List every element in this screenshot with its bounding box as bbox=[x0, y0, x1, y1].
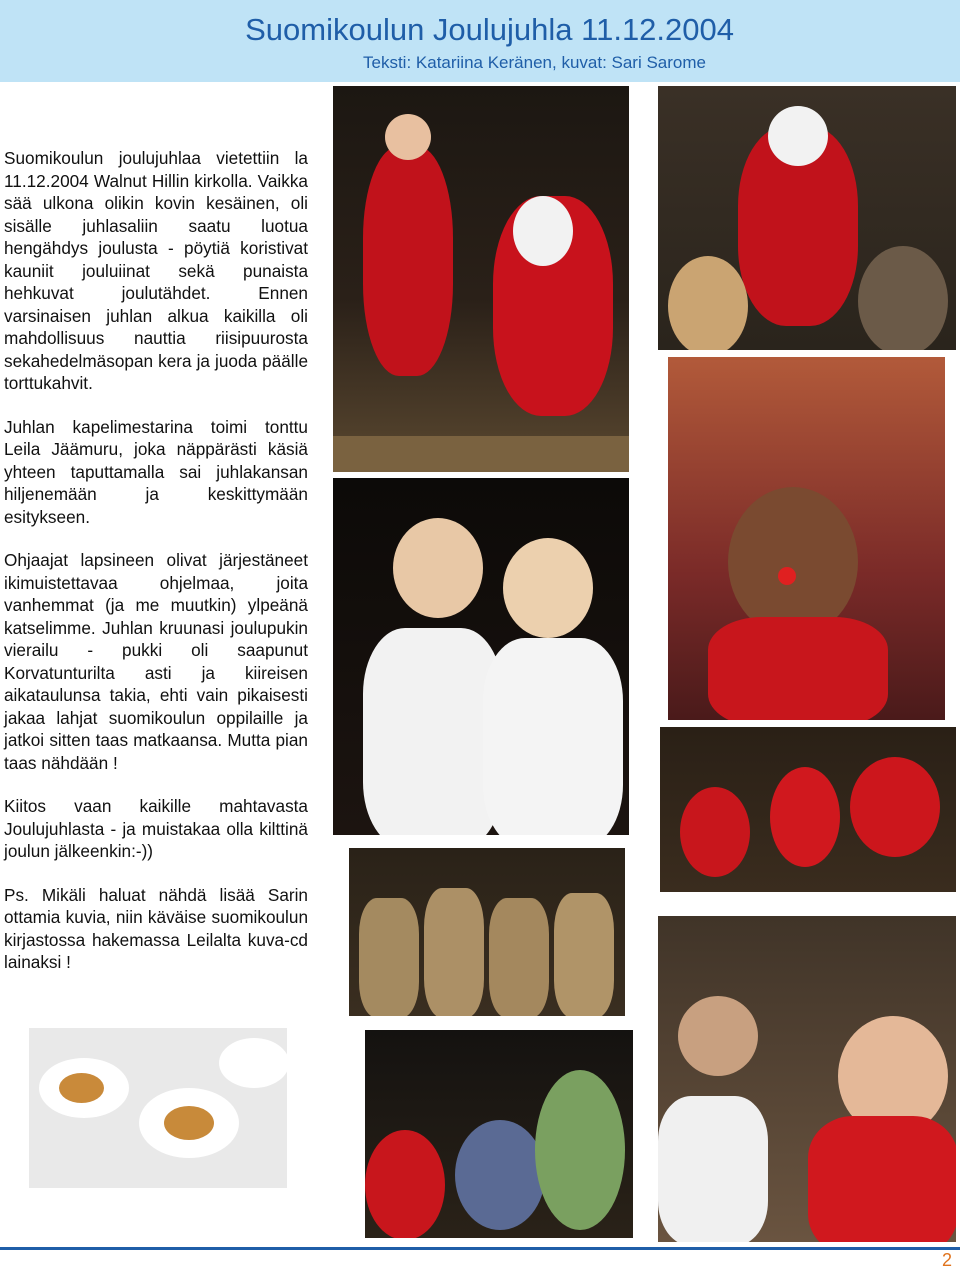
paragraph-intro: Suomikoulun joulujuhlaa vietettiin la 11.12.2004 Walnut Hillin kirkolla. Vaikka sää ulkona olikin kovin kesäinen, oli sisälle juhlasaliin saatu luotua hengähdys joulusta - pöytiä koristivat kauniit jouluiinat sekä punaista hehkuvat joulutähdet. Ennen varsinaisen juhlan alkua kaikilla oli mahdollisuus nauttia riisipuurosta sekahedelmäsopan kera ja juoda päälle torttukahvit. bbox=[4, 148, 308, 393]
photo-reindeer-child bbox=[668, 357, 945, 720]
paragraph-thanks: Kiitos vaan kaikille mahtavasta Joulujuhlasta - ja muistakaa olla kilttinä joulun jälkeenkin:-)) bbox=[4, 796, 308, 861]
paragraph-ps: Ps. Mikäli haluat nähdä lisää Sarin ottamia kuvia, niin käväise suomikoulun kirjastossa hakemassa Leilalta kuva-cd lainaksi ! bbox=[4, 884, 308, 972]
page-title: Suomikoulun Joulujuhla 11.12.2004 bbox=[245, 12, 734, 47]
photo-family-on-stage bbox=[365, 1030, 633, 1238]
photo-children-in-sacks bbox=[349, 848, 625, 1016]
photo-girls-with-candles bbox=[333, 478, 629, 835]
paragraph-host: Juhlan kapelimestarina toimi tonttu Leila Jäämuru, joka näppärästi käsiä yhteen taputtamalla sai juhlakansan hiljenemään ja keskittymään esitykseen. bbox=[4, 416, 308, 527]
page-number: 2 bbox=[941, 1250, 952, 1270]
photo-santa-crowd bbox=[658, 86, 956, 350]
photo-dancing-elves bbox=[660, 727, 956, 892]
footer-rule bbox=[0, 1247, 960, 1250]
photo-santa-on-stage bbox=[333, 86, 629, 472]
photo-audience bbox=[658, 916, 956, 1242]
header-banner bbox=[0, 0, 960, 82]
paragraph-program: Ohjaajat lapsineen olivat järjestäneet ikimuistettavaa ohjelmaa, joita vanhemmat (ja me muutkin) ylpeänä katselimme. Juhlan kruunasi joulupukin vierailu - pukki oli saapunut Korvatunturilta asti ja kiireisen aikataulunsa takia, ehti vain pikaisesti jakaa lahjat suomikoulun oppilaille ja jatkoi sitten taas matkaansa. Mutta pian taas nähdään ! bbox=[4, 550, 308, 773]
byline: Teksti: Katariina Keränen, kuvat: Sari Sarome bbox=[363, 53, 706, 72]
photo-christmas-tarts bbox=[29, 1028, 287, 1188]
article-body bbox=[4, 147, 308, 995]
